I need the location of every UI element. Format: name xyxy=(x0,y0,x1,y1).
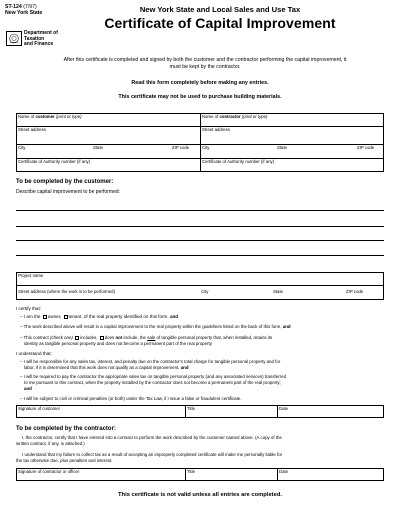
notice-read-form: Read this form completely before making any entries. xyxy=(131,80,269,86)
footer-notice: This certificate is not valid unless all entries are completed. xyxy=(118,492,282,498)
row-divider xyxy=(16,144,384,145)
contractor-state-field[interactable]: State xyxy=(277,145,288,150)
text: does xyxy=(104,335,115,340)
contractor-signature-field[interactable]: Signature of contractor or officer xyxy=(18,469,80,474)
project-box xyxy=(16,272,384,300)
contractor-title-field[interactable]: Title xyxy=(187,469,195,474)
contractor-para: I understand that my failure to collect tax as a result of accepting an improperly completed certificate will make me personally liable for xyxy=(22,452,283,457)
understand-line: to me pursuant to this contract, when the property installed by the contractor does not become a permanent part of the real property; xyxy=(24,380,281,385)
cell-divider xyxy=(277,468,278,481)
customer-zip-field[interactable]: ZIP code xyxy=(172,145,190,150)
certify-improvement-line xyxy=(20,324,291,330)
text: owner, xyxy=(47,314,62,319)
label-hint: (print or type) xyxy=(56,114,82,119)
notice-not-building-materials: This certificate may not be used to purchase building materials. xyxy=(118,94,282,100)
label-text: Name of xyxy=(18,114,35,119)
text: – I am the xyxy=(20,314,41,319)
text: – This contract xyxy=(20,335,49,340)
customer-name-field[interactable] xyxy=(18,114,82,119)
contractor-section-heading: To be completed by the contractor: xyxy=(16,426,116,432)
cell-divider xyxy=(185,405,186,418)
state-name: New York State xyxy=(5,10,43,16)
intro-text: After this certificate is completed and signed by both the customer and the contractor performing the capital improvement, it must be kept by the contractor. xyxy=(63,57,347,70)
form-id: ST-124 xyxy=(5,4,22,10)
understand-line xyxy=(24,365,189,371)
certify-intro: I certify that: xyxy=(16,306,42,311)
customer-signature-field[interactable]: Signature of customer xyxy=(18,406,61,411)
contractor-city-field[interactable]: City xyxy=(202,145,210,150)
customer-city-field[interactable]: City xyxy=(18,145,26,150)
dept-line: and Finance xyxy=(24,41,54,48)
row-divider xyxy=(16,126,384,127)
does-not-include-checkbox[interactable] xyxy=(100,336,104,340)
text-bold: and xyxy=(24,386,32,391)
row-divider xyxy=(16,285,384,286)
contractor-name-field[interactable] xyxy=(202,114,267,119)
label-text: Name of xyxy=(202,114,219,119)
customer-section-heading: To be completed by the customer: xyxy=(16,179,114,185)
understand-and xyxy=(24,386,32,392)
contractor-zip-field[interactable]: ZIP code xyxy=(357,145,375,150)
includes-checkbox[interactable] xyxy=(75,336,79,340)
description-line[interactable] xyxy=(16,226,384,227)
cell-divider xyxy=(277,405,278,418)
describe-label: Describe capital improvement to be performed: xyxy=(16,189,120,195)
customer-signature-box xyxy=(16,405,384,418)
understand-line: – I will be required to pay the contractor the appropriate sales tax on tangible personal property (and any associated services) transferred xyxy=(20,374,287,379)
contractor-date-field[interactable]: Date xyxy=(279,469,289,474)
text: – The work described above will result in a capital improvement to the real property within the guidelines listed on the back of this form, xyxy=(20,324,282,329)
contractor-street-field[interactable]: Street address xyxy=(202,127,230,132)
contractor-para: the tax otherwise due, plus penalties and interest. xyxy=(16,458,113,463)
department-name xyxy=(24,31,58,48)
text: of tangible personal property that, when installed, retains its xyxy=(156,335,273,340)
understand-intro: I understand that: xyxy=(16,351,52,356)
understand-line: – I will be subject to civil or criminal penalties (or both) under the Tax Law, if I issue a false or fraudulent certificate. xyxy=(20,396,242,401)
text-underline: sale xyxy=(147,335,156,340)
dept-line: Department of xyxy=(24,30,58,36)
form-date: (7/97) xyxy=(23,4,37,10)
contractor-para: written contract, if any, is attached.) xyxy=(16,441,85,446)
text-bold: not xyxy=(115,335,123,340)
customer-street-field[interactable]: Street address xyxy=(18,127,46,132)
form-subtitle: New York State and Local Sales and Use Tax xyxy=(139,5,301,14)
project-city-field[interactable]: City xyxy=(201,289,209,294)
state-seal-icon xyxy=(6,31,22,46)
certify-contract-line xyxy=(20,335,272,341)
project-state-field[interactable]: State xyxy=(273,289,284,294)
description-line[interactable] xyxy=(16,255,384,256)
text-italic: (check one) xyxy=(49,335,73,340)
project-zip-field[interactable]: ZIP code xyxy=(346,289,364,294)
text-bold: and xyxy=(169,314,179,319)
owner-checkbox[interactable] xyxy=(43,315,47,319)
parties-divider xyxy=(200,113,201,172)
form-title: Certificate of Capital Improvement xyxy=(104,15,336,31)
project-name-field[interactable]: Project name xyxy=(18,273,44,278)
customer-title-field[interactable]: Title xyxy=(187,406,195,411)
contractor-coa-field[interactable]: Certificate of Authority number (if any) xyxy=(202,159,275,164)
label-bold: customer xyxy=(35,114,55,119)
description-line[interactable] xyxy=(16,240,384,241)
customer-state-field[interactable]: State xyxy=(93,145,104,150)
understand-line: – I will be responsible for any sales tax, interest, and penalty due on the contractor's total charge for tangible personal property and for xyxy=(20,359,281,364)
text-bold: and xyxy=(282,324,291,329)
customer-coa-field[interactable]: Certificate of Authority number (if any) xyxy=(18,159,91,164)
tenant-checkbox[interactable] xyxy=(64,315,68,319)
label-hint: (print or type) xyxy=(241,114,268,119)
text: labor, if it is determined that this work does not qualify as a capital improvement, xyxy=(24,365,180,370)
certify-ownership-line xyxy=(20,314,178,320)
description-line[interactable] xyxy=(16,210,384,211)
text: tenant, of the real property identified on this form, xyxy=(68,314,169,319)
text-bold: and xyxy=(180,365,189,370)
cell-divider xyxy=(185,468,186,481)
label-bold: contractor xyxy=(219,114,241,119)
dept-line: Taxation xyxy=(24,35,45,42)
certify-contract-line-2: identity as tangible personal property and does not become a permanent part of the real property xyxy=(24,341,212,346)
text: include, the xyxy=(123,335,147,340)
customer-date-field[interactable]: Date xyxy=(279,406,289,411)
project-street-field[interactable]: Street address (where the work is to be performed) xyxy=(18,289,115,294)
text: includes, xyxy=(80,335,98,340)
contractor-para: I, the contractor, certify that I have entered into a contract to perform the work described by the customer named above. (A copy of the xyxy=(22,435,282,440)
